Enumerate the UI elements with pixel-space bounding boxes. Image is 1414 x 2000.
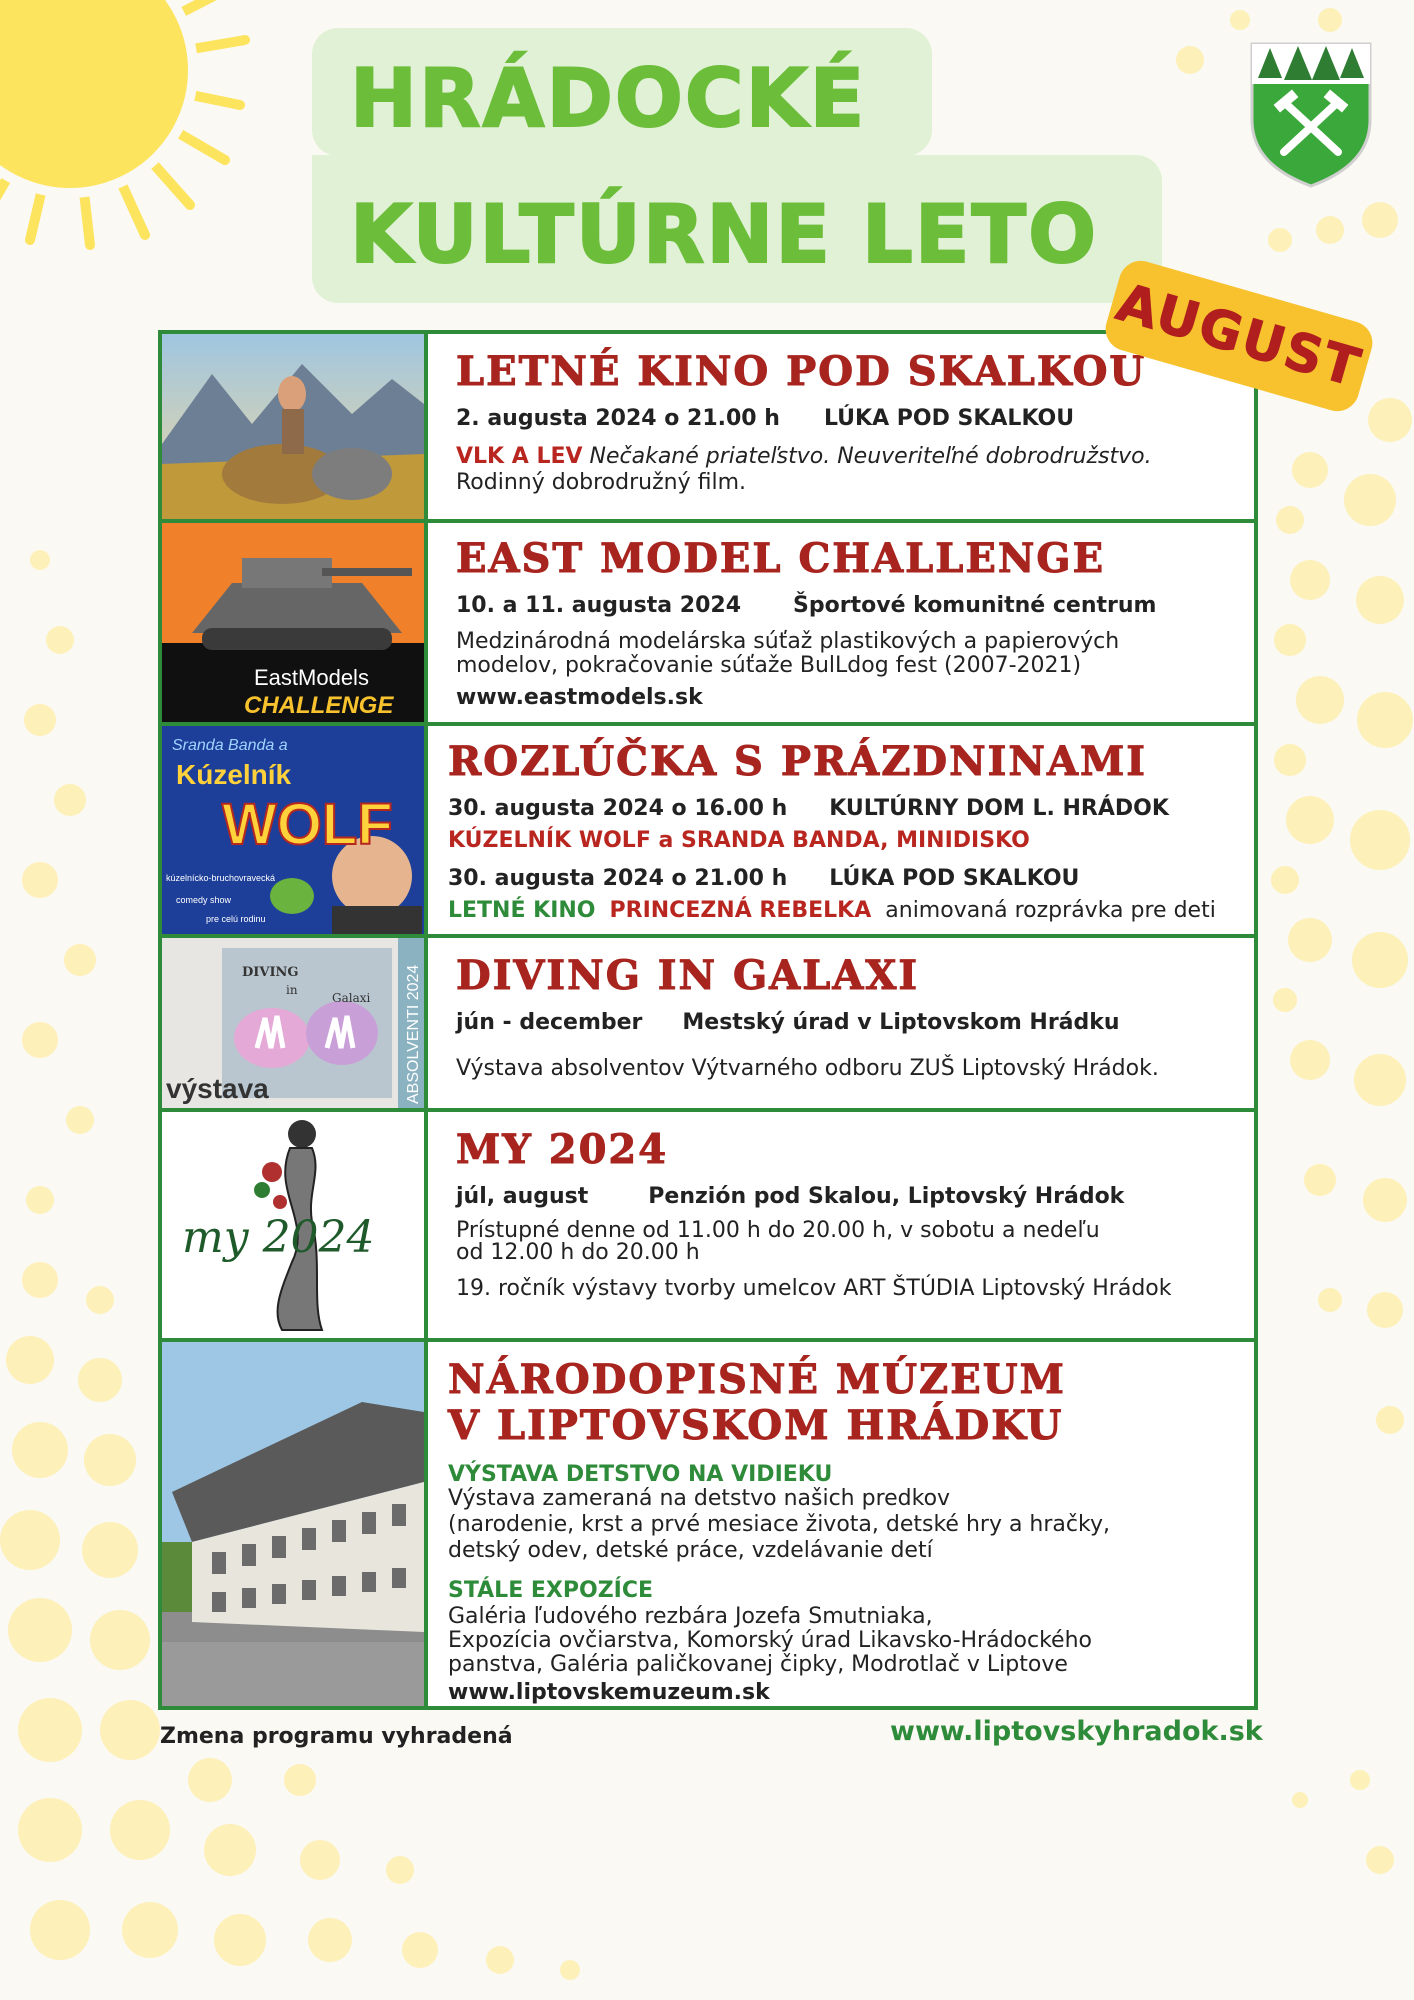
section-text-line6: panstva, Galéria paličkovanej čipky, Modrotlač v Liptove: [448, 1652, 1068, 1677]
event-row-diving: [162, 938, 1254, 1112]
thumb-label-vystava: výstava: [166, 1073, 269, 1104]
thumb-label-absolventi: ABSOLVENTI 2024: [405, 964, 422, 1104]
event-description: Rodinný dobrodružný film.: [456, 470, 746, 495]
thumb-label-challenge: CHALLENGE: [244, 692, 394, 719]
thumb-label-sranda: Sranda Banda a: [172, 737, 288, 754]
movie-title: PRINCEZNÁ REBELKA: [609, 898, 872, 923]
event-title-line2: V LIPTOVSKOM HRÁDKU: [448, 1402, 1064, 1449]
event-date-place: [456, 1010, 1120, 1035]
event-description: Výstava absolventov Výtvarného odboru ZUŠ Liptovský Hrádok.: [456, 1056, 1159, 1081]
event-thumbnail-museum: [162, 1342, 428, 1706]
thumb-label-kuzelnik: Kúzelník: [176, 759, 292, 790]
event-date-place-2: [448, 866, 1079, 891]
event-thumbnail-models: [162, 523, 428, 722]
event-title-line1: NÁRODOPISNÉ MÚZEUM: [448, 1356, 1066, 1403]
event-thumbnail-art: [162, 1112, 428, 1338]
event-performers: KÚZELNÍK WOLF a SRANDA BANDA, MINIDISKO: [448, 828, 1030, 853]
event-date: 30. augusta 2024 o 21.00 h: [448, 866, 788, 891]
page-title-line2: KULTÚRNE LETO: [350, 188, 1099, 281]
event-row-summer-cinema: [162, 334, 1254, 523]
coat-of-arms-icon: [1248, 40, 1374, 188]
month-badge: AUGUST: [1100, 256, 1377, 417]
event-place: LÚKA POD SKALKOU: [823, 406, 1075, 431]
thumb-label-family: pre celú rodinu: [206, 914, 266, 924]
event-description-line3: 19. ročník výstavy tvorby umelcov ART ŠTÚDIA Liptovský Hrádok: [456, 1276, 1172, 1301]
event-title: LETNÉ KINO POD SKALKOU: [456, 348, 1147, 395]
event-row-museum: [162, 1342, 1254, 1706]
event-description-line1: Prístupné denne od 11.00 h do 20.00 h, v sobotu a nedeľu: [456, 1218, 1100, 1243]
event-description-line2: modelov, pokračovanie súťaže BulLdog fest (2007-2021): [456, 653, 1082, 678]
event-thumbnail-movie: [162, 334, 428, 519]
thumb-label-eastmodels: EastModels: [254, 665, 369, 690]
sun-icon: [0, 0, 250, 250]
section-text-line2: (narodenie, krst a prvé mesiace života, detské hry a hračky,: [448, 1512, 1110, 1537]
event-place: Mestský úrad v Liptovskom Hrádku: [682, 1010, 1120, 1035]
section-text-line3: detský odev, detské práce, vzdelávanie detí: [448, 1538, 933, 1563]
page-title-line1: HRÁDOCKÉ: [350, 52, 867, 145]
movie-description: animovaná rozprávka pre deti: [885, 898, 1216, 923]
event-row-my2024: [162, 1112, 1254, 1342]
event-place: LÚKA POD SKALKOU: [829, 866, 1080, 891]
event-cinema-line: [448, 898, 1216, 923]
event-place: Penzión pod Skalou, Liptovský Hrádok: [648, 1184, 1125, 1209]
event-date-place: [456, 1184, 1124, 1209]
thumb-label-comedy: comedy show: [176, 895, 232, 905]
event-thumbnail-magician: [162, 726, 428, 934]
event-row-east-model: [162, 523, 1254, 726]
event-date: júl, august: [456, 1184, 589, 1209]
footer-note: Zmena programu vyhradená: [160, 1724, 513, 1749]
event-date: 2. augusta 2024 o 21.00 h: [456, 406, 780, 431]
event-place: Športové komunitné centrum: [793, 593, 1157, 618]
section-title-exhibition: VÝSTAVA DETSTVO NA VIDIEKU: [448, 1462, 833, 1487]
footer-website-link[interactable]: www.liptovskyhradok.sk: [890, 1716, 1263, 1747]
event-date: 30. augusta 2024 o 16.00 h: [448, 796, 788, 821]
event-title: DIVING IN GALAXI: [456, 952, 920, 999]
event-date: jún - december: [456, 1010, 643, 1035]
event-row-farewell: [162, 726, 1254, 938]
event-date: 10. a 11. augusta 2024: [456, 593, 742, 618]
section-title-permanent: STÁLE EXPOZÍCE: [448, 1578, 654, 1603]
event-date-place-1: [448, 796, 1169, 821]
section-text-line1: Výstava zameraná na detstvo našich predkov: [448, 1486, 951, 1511]
event-title: ROZLÚČKA S PRÁZDNINAMI: [448, 738, 1147, 785]
thumb-label-diving: DIVING: [242, 965, 299, 980]
event-title: EAST MODEL CHALLENGE: [456, 535, 1106, 582]
program-table: [158, 330, 1258, 1710]
event-title: MY 2024: [456, 1126, 669, 1173]
event-tagline-line: [456, 444, 1152, 469]
thumb-label-my2024: my 2024: [182, 1212, 375, 1263]
movie-title: VLK A LEV: [456, 444, 583, 469]
thumb-label-wolf: WOLF: [222, 792, 393, 857]
thumb-label-show-type: kúzelnícko-bruchovravecká: [166, 873, 276, 883]
section-text-line4: Galéria ľudového rezbára Jozefa Smutniaka,: [448, 1604, 933, 1629]
event-description-line1: Medzinárodná modelárska súťaž plastikových a papierových: [456, 629, 1120, 654]
cinema-label: LETNÉ KINO: [448, 898, 596, 923]
movie-tagline: Nečakané priateľstvo. Neuveriteľné dobrodružstvo.: [589, 444, 1152, 469]
event-description-line2: od 12.00 h do 20.00 h: [456, 1240, 700, 1265]
event-place: KULTÚRNY DOM L. HRÁDOK: [829, 796, 1169, 821]
event-link[interactable]: www.eastmodels.sk: [456, 685, 703, 710]
museum-link[interactable]: www.liptovskemuzeum.sk: [448, 1680, 770, 1705]
event-date-place: [456, 406, 1074, 431]
thumb-label-in: in: [286, 983, 298, 997]
event-date-place: [456, 593, 1156, 618]
event-thumbnail-exhibition: [162, 938, 428, 1108]
section-text-line5: Expozícia ovčiarstva, Komorský úrad Likavsko-Hrádockého: [448, 1628, 1092, 1653]
thumb-label-galaxi: Galaxi: [332, 991, 371, 1005]
